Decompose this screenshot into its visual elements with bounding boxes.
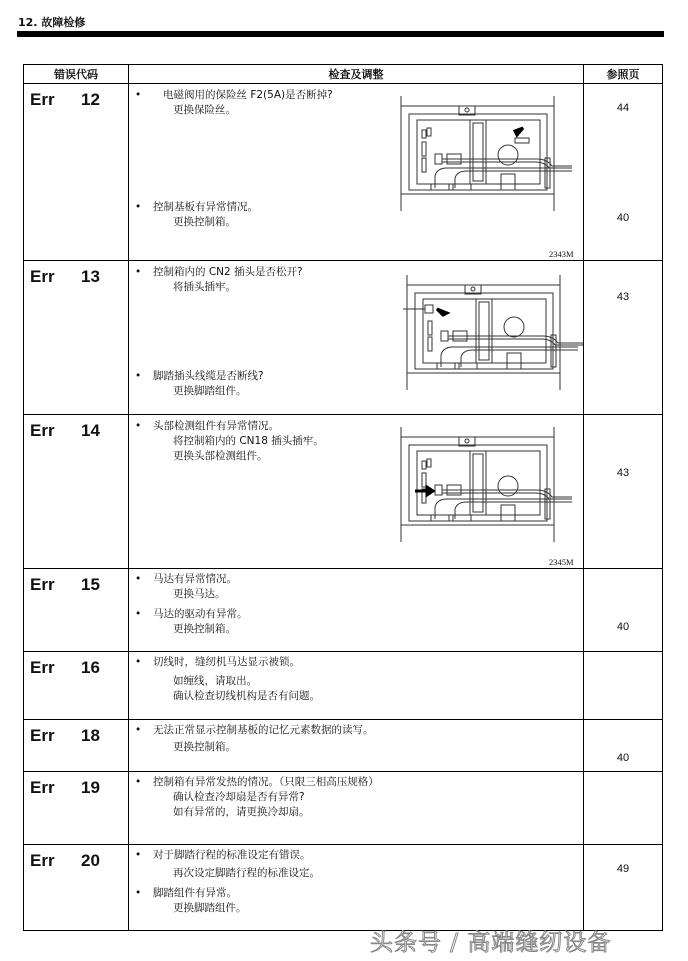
action-text: 如缠线，请取出。	[173, 675, 257, 687]
bullet-icon: •	[135, 608, 142, 620]
err-number: 12	[81, 90, 100, 109]
ref-page-cell	[584, 415, 663, 569]
col-header-error-code: 错误代码	[24, 65, 129, 84]
check-text: 无法正常显示控制基板的记忆元素数据的读写。	[153, 724, 374, 736]
table-row-err16	[24, 652, 663, 720]
bullet-icon: •	[135, 370, 142, 382]
action-text: 确认检查切线机构是否有问题。	[173, 690, 320, 702]
check-cell	[129, 652, 584, 720]
check-cell	[129, 845, 584, 931]
err-number: 16	[81, 658, 100, 677]
check-cell	[129, 569, 584, 652]
check-text: 脚踏插头线缆是否断线?	[153, 370, 264, 382]
bullet-icon: •	[135, 89, 142, 101]
action-text: 再次设定脚踏行程的标准设定。	[173, 867, 320, 879]
err-label: Err	[30, 267, 55, 286]
action-text: 更换保险丝。	[173, 104, 236, 116]
err-number: 20	[81, 851, 100, 870]
ref-page: 40	[616, 621, 630, 633]
action-text: 将控制箱内的 CN18 插头插牢。	[173, 435, 324, 447]
action-text: 更换控制箱。	[173, 623, 236, 635]
ref-page-cell	[584, 652, 663, 720]
err-label: Err	[30, 421, 55, 440]
ref-page-cell	[584, 772, 663, 845]
action-text: 更换控制箱。	[173, 741, 236, 753]
control-box-diagram-icon	[403, 275, 583, 395]
table-row-err14	[24, 415, 663, 569]
err-label: Err	[30, 90, 55, 109]
err-number: 15	[81, 575, 100, 594]
control-box-diagram-icon	[397, 427, 577, 547]
table-row-err13	[24, 261, 663, 415]
action-text: 更换脚踏组件。	[173, 902, 247, 914]
bullet-icon: •	[135, 724, 142, 736]
check-item	[135, 655, 320, 704]
check-item	[135, 607, 248, 637]
check-cell	[129, 415, 584, 569]
col-header-check-adjust: 检查及调整	[129, 65, 584, 84]
ref-page: 43	[616, 467, 630, 479]
error-code-table	[23, 64, 663, 931]
check-cell	[129, 84, 584, 261]
ref-page-cell	[584, 569, 663, 652]
check-text: 控制箱有异常发热的情况。（只限三相高压规格）	[153, 776, 379, 788]
figure-label: 2345M	[549, 557, 574, 567]
error-code-cell	[24, 845, 129, 931]
bullet-icon: •	[135, 887, 142, 899]
check-item	[135, 886, 247, 916]
error-code-cell	[24, 652, 129, 720]
ref-page: 40	[616, 212, 630, 224]
check-item	[135, 369, 264, 399]
bullet-icon: •	[135, 849, 142, 861]
title-rule	[17, 31, 664, 37]
check-cell	[129, 261, 584, 415]
check-text: 电磁阀用的保险丝 F2(5A)是否断掉?	[163, 89, 333, 101]
err-number: 19	[81, 778, 100, 797]
ref-page-cell	[584, 84, 663, 261]
table-header-row	[24, 65, 663, 84]
error-code-cell	[24, 772, 129, 845]
error-code-cell	[24, 569, 129, 652]
watermark: 头条号 / 高端缝纫设备	[370, 930, 612, 956]
ref-page-cell	[584, 845, 663, 931]
error-code-cell	[24, 84, 129, 261]
check-item	[135, 572, 237, 602]
figure-label: 2343M	[549, 249, 574, 259]
error-code-cell	[24, 261, 129, 415]
check-item	[135, 419, 324, 464]
ref-page-cell	[584, 261, 663, 415]
table-row-err19	[24, 772, 663, 845]
err-label: Err	[30, 851, 55, 870]
check-item	[135, 200, 258, 230]
bullet-icon: •	[135, 201, 142, 213]
err-label: Err	[30, 726, 55, 745]
err-label: Err	[30, 575, 55, 594]
ref-page: 44	[616, 102, 630, 114]
table-row-err12	[24, 84, 663, 261]
bullet-icon: •	[135, 420, 142, 432]
ref-page: 40	[616, 752, 630, 764]
bullet-icon: •	[135, 266, 142, 278]
err-number: 18	[81, 726, 100, 745]
table-row-err15	[24, 569, 663, 652]
error-code-cell	[24, 720, 129, 772]
check-text: 控制箱内的 CN2 插头是否松开?	[153, 266, 303, 278]
action-text: 将插头插牢。	[173, 281, 236, 293]
check-text: 头部检测组件有异常情况。	[153, 420, 279, 432]
table-row-err20	[24, 845, 663, 931]
check-cell	[129, 772, 584, 845]
err-number: 14	[81, 421, 100, 440]
action-text: 如有异常的，请更换冷却扇。	[173, 806, 310, 818]
check-text: 脚踏组件有异常。	[153, 887, 237, 899]
check-text: 马达的驱动有异常。	[153, 608, 248, 620]
error-code-cell	[24, 415, 129, 569]
action-text: 更换头部检测组件。	[173, 450, 268, 462]
bullet-icon: •	[135, 656, 142, 668]
control-box-diagram-icon	[397, 96, 577, 216]
err-label: Err	[30, 778, 55, 797]
check-text: 切线时，缝纫机马达显示被锁。	[153, 656, 300, 668]
ref-page: 43	[616, 291, 630, 303]
ref-page-cell	[584, 720, 663, 772]
err-label: Err	[30, 658, 55, 677]
col-header-ref-page: 参照页	[584, 65, 663, 84]
table-row-err18	[24, 720, 663, 772]
check-item	[135, 723, 374, 755]
check-item	[135, 265, 303, 295]
check-item	[135, 88, 333, 118]
bullet-icon: •	[135, 573, 142, 585]
action-text: 更换控制箱。	[173, 216, 236, 228]
err-number: 13	[81, 267, 100, 286]
check-item	[135, 775, 379, 820]
check-item	[135, 848, 320, 881]
action-text: 更换马达。	[173, 588, 226, 600]
check-text: 马达有异常情况。	[153, 573, 237, 585]
action-text: 确认检查冷却扇是否有异常?	[173, 791, 305, 803]
section-title: 12. 故障检修	[18, 16, 86, 29]
check-text: 控制基板有异常情况。	[153, 201, 258, 213]
action-text: 更换脚踏组件。	[173, 385, 247, 397]
bullet-icon: •	[135, 776, 142, 788]
check-text: 对于脚踏行程的标准设定有错误。	[153, 849, 311, 861]
ref-page: 49	[616, 863, 630, 875]
check-cell	[129, 720, 584, 772]
